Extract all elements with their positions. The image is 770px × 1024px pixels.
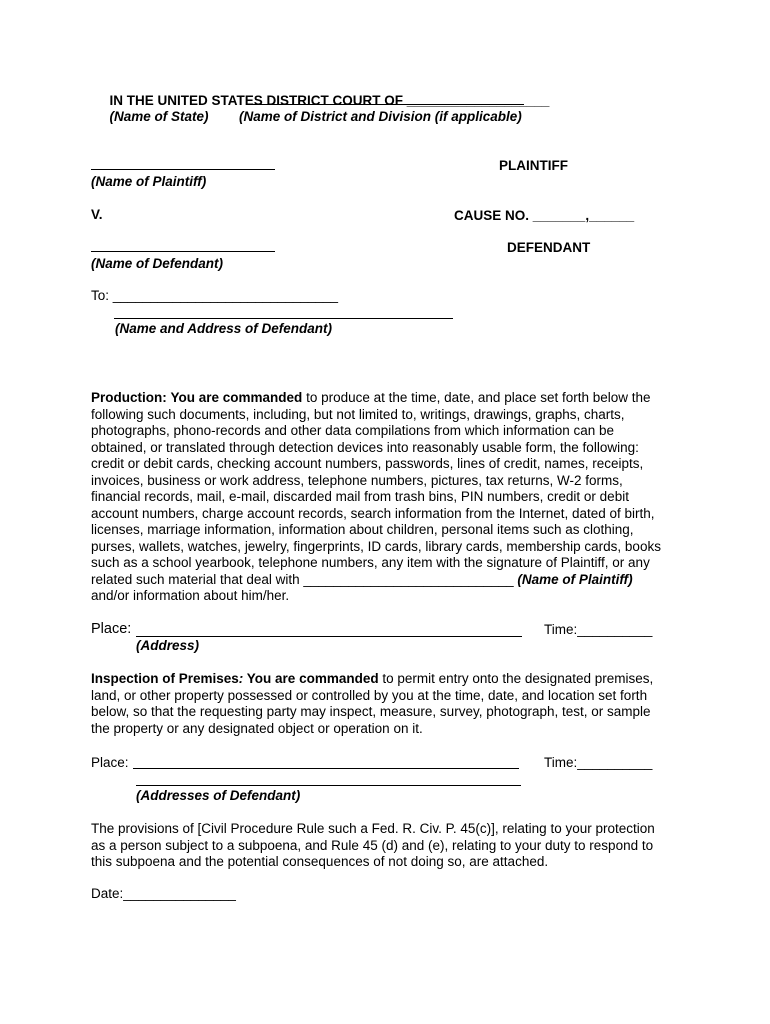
inspection-address-line: [136, 785, 521, 786]
date-label: Date:_______________: [91, 886, 236, 901]
production-line: invoices, business or work address, telephone numbers, pictures, tax returns, W-2 forms,: [91, 472, 623, 488]
production-line: such as a school yearbook, telephone numbers, any item with the signature of Plaintiff, or any: [91, 555, 650, 570]
versus-label: V.: [91, 207, 103, 222]
production-line: financial records, mail, e-mail, discarded mail from trash bins, PIN numbers, credit or debit: [91, 489, 629, 504]
production-line: to produce at the time, date, and place set forth below the: [302, 390, 651, 405]
production-line: purses, wallets, watches, jewelry, fingerprints, ID cards, library cards, membership cards, books: [91, 538, 661, 554]
inspection-line: land, or other property possessed or controlled by you at the time, date, and location set forth: [91, 687, 648, 703]
inspection-heading: Inspection of Premises: [91, 671, 239, 686]
district-note: (Name of District and Division (if applicable): [239, 109, 522, 124]
production-place-label: Place:: [91, 621, 136, 637]
production-place-line: [136, 636, 522, 637]
production-heading: Production:: [91, 390, 167, 405]
to-note: (Name and Address of Defendant): [115, 321, 333, 336]
related-prefix: related such material that deal with ____________________________: [91, 571, 518, 587]
defendant-name-line: [91, 251, 275, 252]
district-line: [246, 104, 524, 105]
inspection-place-line: [133, 768, 519, 769]
provisions-paragraph: [91, 821, 655, 871]
production-line: credit or debit cards, checking account numbers, passwords, lines of credit, names, receipts,: [91, 456, 644, 471]
plaintiff-name-line: [91, 169, 275, 170]
production-time: Time:__________: [544, 622, 653, 637]
related-note: (Name of Plaintiff): [517, 571, 633, 587]
production-line: photographs, phono-records and other data compilations from which information can be: [91, 423, 615, 438]
inspection-colon: :: [238, 671, 244, 686]
cause-number: CAUSE NO. _______,______: [454, 208, 635, 223]
production-line: obtained, or translated through detection devices into reasonably usable form, the following:: [91, 439, 639, 455]
inspection-line: below, so that the requesting party may inspect, measure, survey, photograph, test, or sample: [91, 704, 651, 719]
production-commanded: You are commanded: [170, 390, 303, 405]
court-prefix: IN THE UNITED STATES DISTRICT COURT OF ___________________: [109, 92, 550, 108]
production-last-line: and/or information about him/her.: [91, 588, 290, 603]
plaintiff-note: (Name of Plaintiff): [91, 174, 207, 189]
production-paragraph: [91, 390, 661, 605]
provisions-line: this subpoena and the potential consequences of not doing so, are attached.: [91, 854, 549, 869]
addresses-note: (Addresses of Defendant): [136, 788, 301, 803]
inspection-paragraph: [91, 671, 653, 737]
plaintiff-label: PLAINTIFF: [499, 158, 568, 173]
production-line: account numbers, charge account records, search information from the Internet, dated of birth,: [91, 505, 655, 521]
inspection-commanded: You are commanded: [243, 671, 379, 686]
inspection-time: Time:__________: [544, 755, 653, 770]
defendant-label: DEFENDANT: [507, 240, 591, 255]
inspection-line: to permit entry onto the designated premises,: [378, 671, 654, 686]
provisions-line: The provisions of [Civil Procedure Rule such a Fed. R. Civ. P. 45(c)], relating to your protection: [91, 821, 655, 836]
inspection-line: the property or any designated object or operation on it.: [91, 720, 423, 736]
inspection-place-label: Place:: [91, 755, 129, 770]
production-line: following such documents, including, but not limited to, writings, drawings, graphs, charts,: [91, 406, 625, 422]
address-note: (Address): [136, 638, 200, 653]
state-note: (Name of State): [109, 109, 209, 124]
provisions-line: as a person subject to a subpoena, and Rule 45 (d) and (e), relating to your duty to respond to: [91, 837, 654, 853]
to-address-line: [114, 318, 453, 319]
defendant-note: (Name of Defendant): [91, 256, 224, 271]
to-label: To: ______________________________: [91, 288, 339, 303]
production-line: licenses, marriage information, information about children, personal items such as clothing,: [91, 522, 634, 537]
